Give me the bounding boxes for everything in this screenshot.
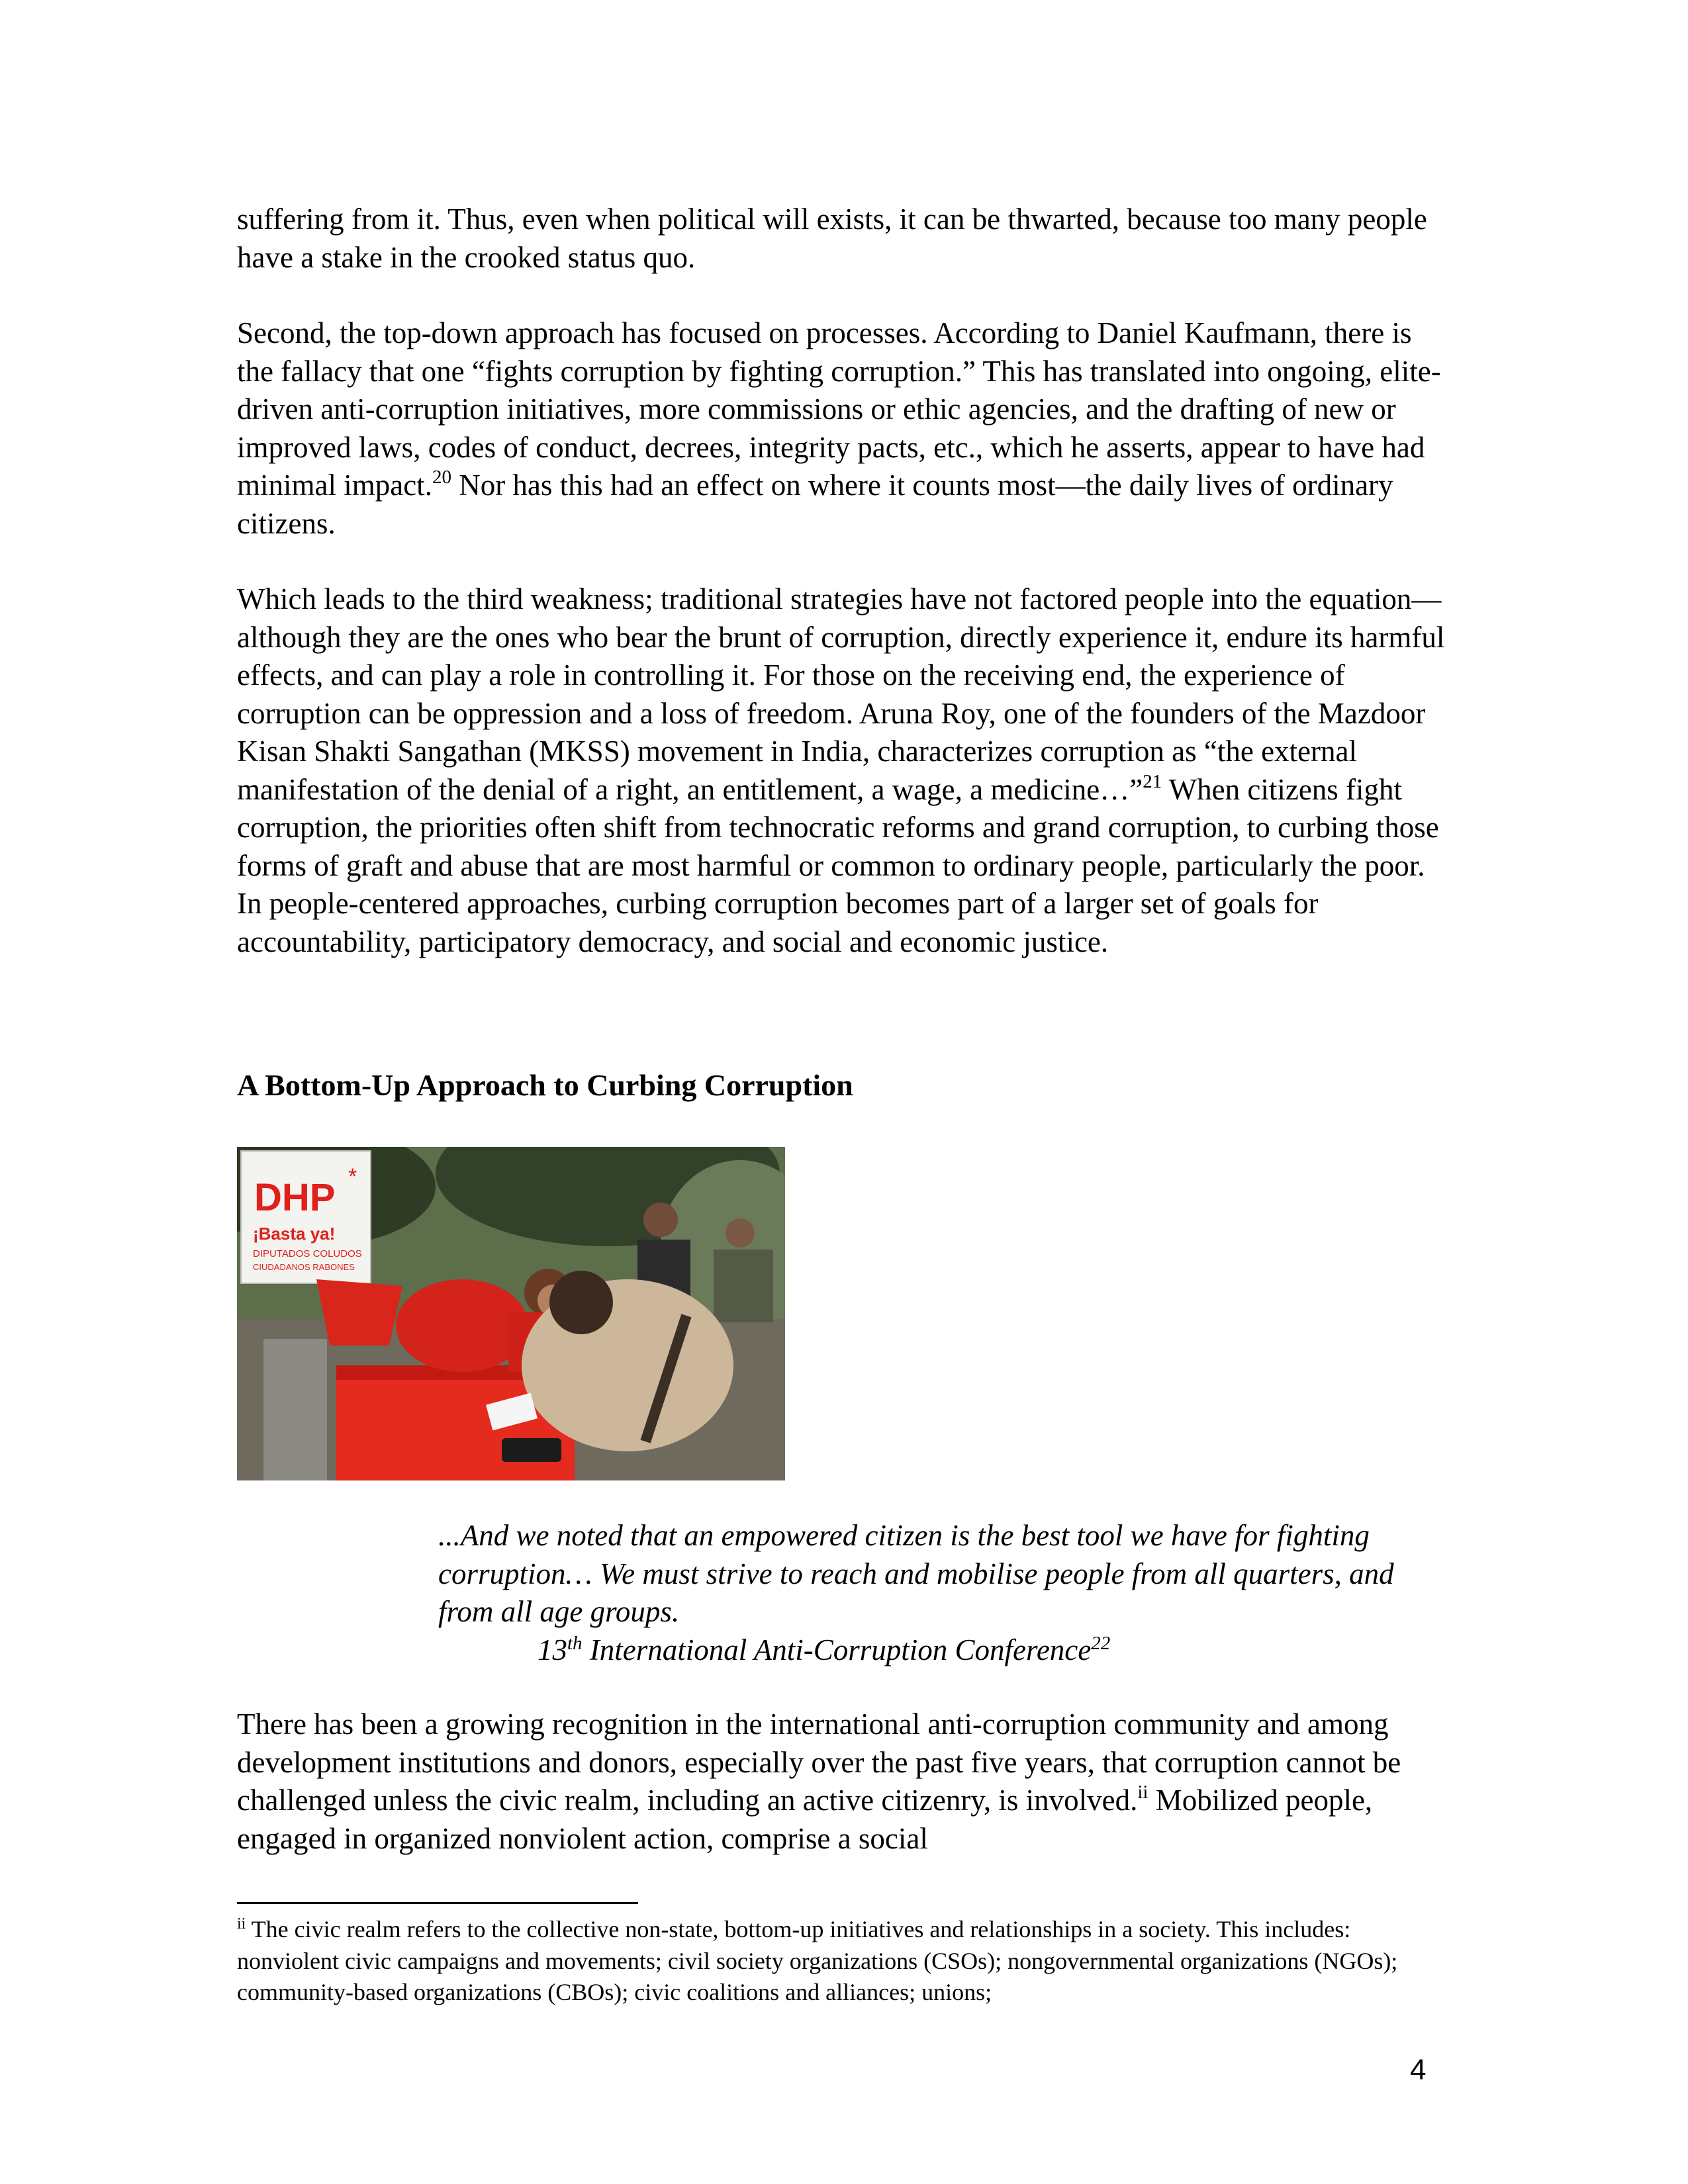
attribution-number: 13 bbox=[538, 1633, 567, 1666]
paragraph-text: Second, the top-down approach has focused on processes. According to Daniel Kaufmann, there is the fallacy that one “fights corruption by fighting corruption.” This has translated into ongoing, elite-driven anti-corruption initiatives, more commissions or ethic agencies, and the drafting of new or improved laws, codes of conduct, decrees, integrity pacts, etc., which he asserts, appear to have had minimal impact. bbox=[237, 316, 1441, 502]
ordinal-suffix: th bbox=[567, 1633, 583, 1654]
protest-sign bbox=[241, 1151, 371, 1283]
paragraph-text: There has been a growing recognition in the international anti-corruption community and among development institutions and donors, especially over the past five years, that corruption cannot be challenged unless the civic realm, including an active citizenry, is involved. bbox=[237, 1707, 1401, 1817]
paragraph-text: When citizens fight corruption, the priorities often shift from technocratic reforms and grand corruption, to curbing those forms of graft and abuse that are most harmful or common to ordinary people, particularly the poor. In people-centered approaches, curbing corruption becomes part of a larger set of goals for accountability, participatory democracy, and social and economic justice. bbox=[237, 772, 1439, 958]
paragraph-civic-realm bbox=[237, 1706, 1455, 1858]
epigraph-quote: ...And we noted that an empowered citizen is the best tool we have for fighting corruption… We must strive to reach and mobilise people from all quarters, and from all age groups. bbox=[438, 1519, 1394, 1628]
sign-line: ¡Basta ya! bbox=[253, 1224, 336, 1244]
section-heading: A Bottom-Up Approach to Curbing Corruption bbox=[237, 1068, 853, 1102]
quote-attribution bbox=[538, 1631, 1110, 1670]
page-number: 4 bbox=[1410, 2054, 1427, 2086]
paragraph-text: Nor has this had an effect on where it counts most—the daily lives of ordinary citizens. bbox=[237, 469, 1393, 540]
footnote-ref: 21 bbox=[1143, 770, 1162, 792]
paragraph-third-weakness bbox=[237, 580, 1455, 961]
protest-photo bbox=[237, 1147, 785, 1480]
paragraph-process-focus bbox=[237, 314, 1455, 543]
footnote-divider bbox=[237, 1902, 638, 1904]
footnote-ref: ii bbox=[1137, 1782, 1149, 1803]
paragraph-text: Mobilized people, engaged in organized nonviolent action, comprise a social bbox=[237, 1784, 1373, 1855]
sign-line: DIPUTADOS COLUDOS bbox=[253, 1248, 362, 1259]
paragraph-continuation bbox=[237, 201, 1455, 277]
footnote-marker: ii bbox=[237, 1915, 246, 1933]
footnote bbox=[237, 1914, 1455, 2009]
sign-logo: DHP bbox=[254, 1176, 336, 1219]
footnote-ref: 20 bbox=[432, 467, 451, 488]
svg-text:*: * bbox=[348, 1164, 357, 1189]
sign-line: CIUDADANOS RABONES bbox=[253, 1262, 355, 1272]
paragraph-text: suffering from it. Thus, even when political will exists, it can be thwarted, because too many people have a stake in the crooked status quo. bbox=[237, 203, 1427, 274]
footnote-ref: 22 bbox=[1091, 1633, 1111, 1654]
attribution-text: International Anti-Corruption Conference bbox=[582, 1633, 1092, 1666]
footnote-text: The civic realm refers to the collective non-state, bottom-up initiatives and relationships in a society. This includes: nonviolent civic campaigns and movements; civil society organizations (CSOs); nongovernmental organizations (NGOs); community-based organizations (CBOs); civic coalitions and alliances; unions; bbox=[237, 1916, 1398, 2005]
paragraph-text: Which leads to the third weakness; traditional strategies have not factored people into the equation—although they are the ones who bear the brunt of corruption, directly experience it, endure its harmful effects, and can play a role in controlling it. For those on the receiving end, the experience of corruption can be oppression and a loss of freedom. Aruna Roy, one of the founders of the Mazdoor Kisan Shakti Sangathan (MKSS) movement in India, characterizes corruption as “the external manifestation of the denial of a right, an entitlement, a wage, a medicine…” bbox=[237, 582, 1445, 806]
